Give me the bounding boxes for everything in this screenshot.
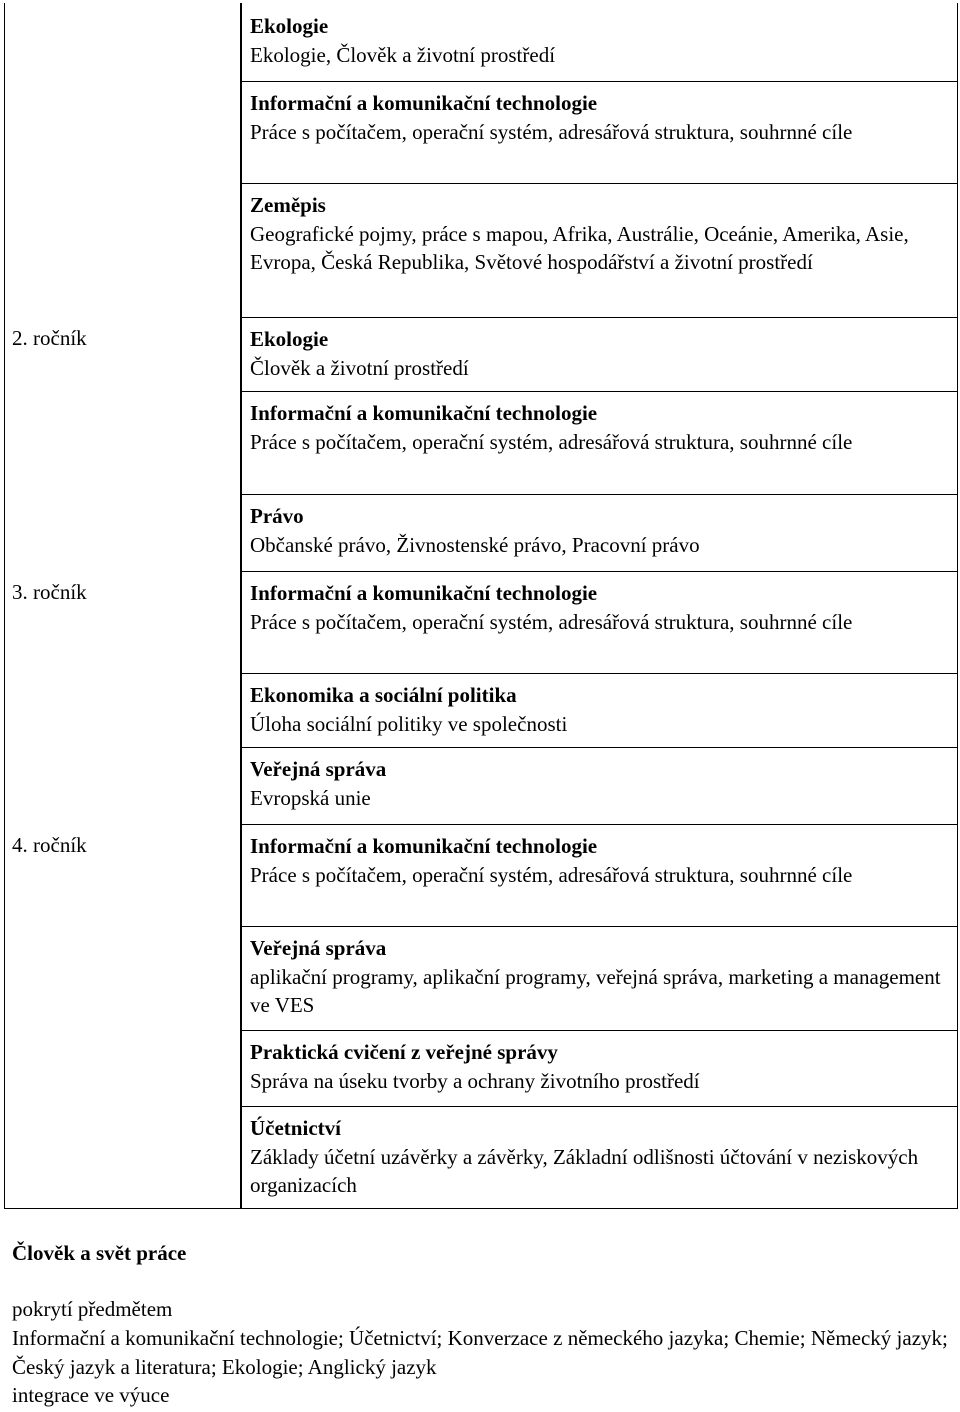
- table-row: [241, 1106, 957, 1200]
- subject-topics: Základy účetní uzávěrky a závěrky, Základní odlišnosti účtování v neziskových organizacích: [250, 1144, 919, 1197]
- coverage-subjects: Informační a komunikační technologie; Účetnictví; Konverzace z německého jazyka; Chemie; Německý jazyk; Český jazyk a literatura; Ekologie; Anglický jazyk: [12, 1326, 948, 1379]
- integration-label: integrace ve výuce: [12, 1383, 170, 1407]
- subject-topics: Ekologie, Člověk a životní prostředí: [250, 42, 556, 67]
- table-row: [241, 571, 957, 636]
- table-row: [241, 1030, 957, 1095]
- subject-name: Ekologie: [250, 327, 329, 351]
- table-row: [241, 926, 957, 1020]
- subject-topics: Člověk a životní prostředí: [250, 355, 469, 380]
- subject-topics: Práce s počítačem, operační systém, adresářová struktura, souhrnné cíle: [250, 609, 853, 634]
- subject-name: Praktická cvičení z veřejné správy: [250, 1040, 558, 1064]
- subject-topics: Práce s počítačem, operační systém, adresářová struktura, souhrnné cíle: [250, 429, 853, 454]
- table-row: [241, 824, 957, 889]
- table-row: [241, 183, 957, 277]
- subject-name: Zeměpis: [250, 193, 326, 217]
- subject-name: Právo: [250, 504, 304, 528]
- subject-topics: Správa na úseku tvorby a ochrany životního prostředí: [250, 1068, 700, 1093]
- subject-name: Veřejná správa: [250, 757, 387, 781]
- table-row: [241, 673, 957, 738]
- subject-name: Informační a komunikační technologie: [250, 581, 598, 605]
- table-row: [241, 12, 957, 69]
- subject-topics: Občanské právo, Živnostenské právo, Pracovní právo: [250, 532, 700, 557]
- table-row: [241, 317, 957, 382]
- year-label: 2. ročník: [12, 326, 87, 350]
- subject-topics: Geografické pojmy, práce s mapou, Afrika, Austrálie, Oceánie, Amerika, Asie, Evropa, Česká Republika, Světové hospodářství a životní prostředí: [250, 221, 909, 274]
- subject-topics: aplikační programy, aplikační programy, veřejná správa, marketing a management ve VES: [250, 964, 941, 1017]
- table-row: [241, 747, 957, 812]
- subject-name: Informační a komunikační technologie: [250, 91, 598, 115]
- year-label: 4. ročník: [12, 833, 87, 857]
- subject-name: Ekonomika a sociální politika: [250, 683, 517, 707]
- subject-name: Veřejná správa: [250, 936, 387, 960]
- subject-topics: Práce s počítačem, operační systém, adresářová struktura, souhrnné cíle: [250, 119, 853, 144]
- section-heading: Člověk a svět práce: [12, 1241, 187, 1265]
- table-row: [241, 391, 957, 456]
- subject-name: Účetnictví: [250, 1116, 341, 1140]
- year-label: 3. ročník: [12, 580, 87, 604]
- table-row: [241, 494, 957, 559]
- coverage-label: pokrytí předmětem: [12, 1297, 173, 1321]
- subject-topics: Úloha sociální politiky ve společnosti: [250, 711, 568, 736]
- subject-name: Informační a komunikační technologie: [250, 401, 598, 425]
- subject-topics: Evropská unie: [250, 785, 371, 810]
- table-row: [241, 81, 957, 146]
- subject-name: Informační a komunikační technologie: [250, 834, 598, 858]
- subject-topics: Práce s počítačem, operační systém, adresářová struktura, souhrnné cíle: [250, 862, 853, 887]
- subject-name: Ekologie: [250, 14, 329, 38]
